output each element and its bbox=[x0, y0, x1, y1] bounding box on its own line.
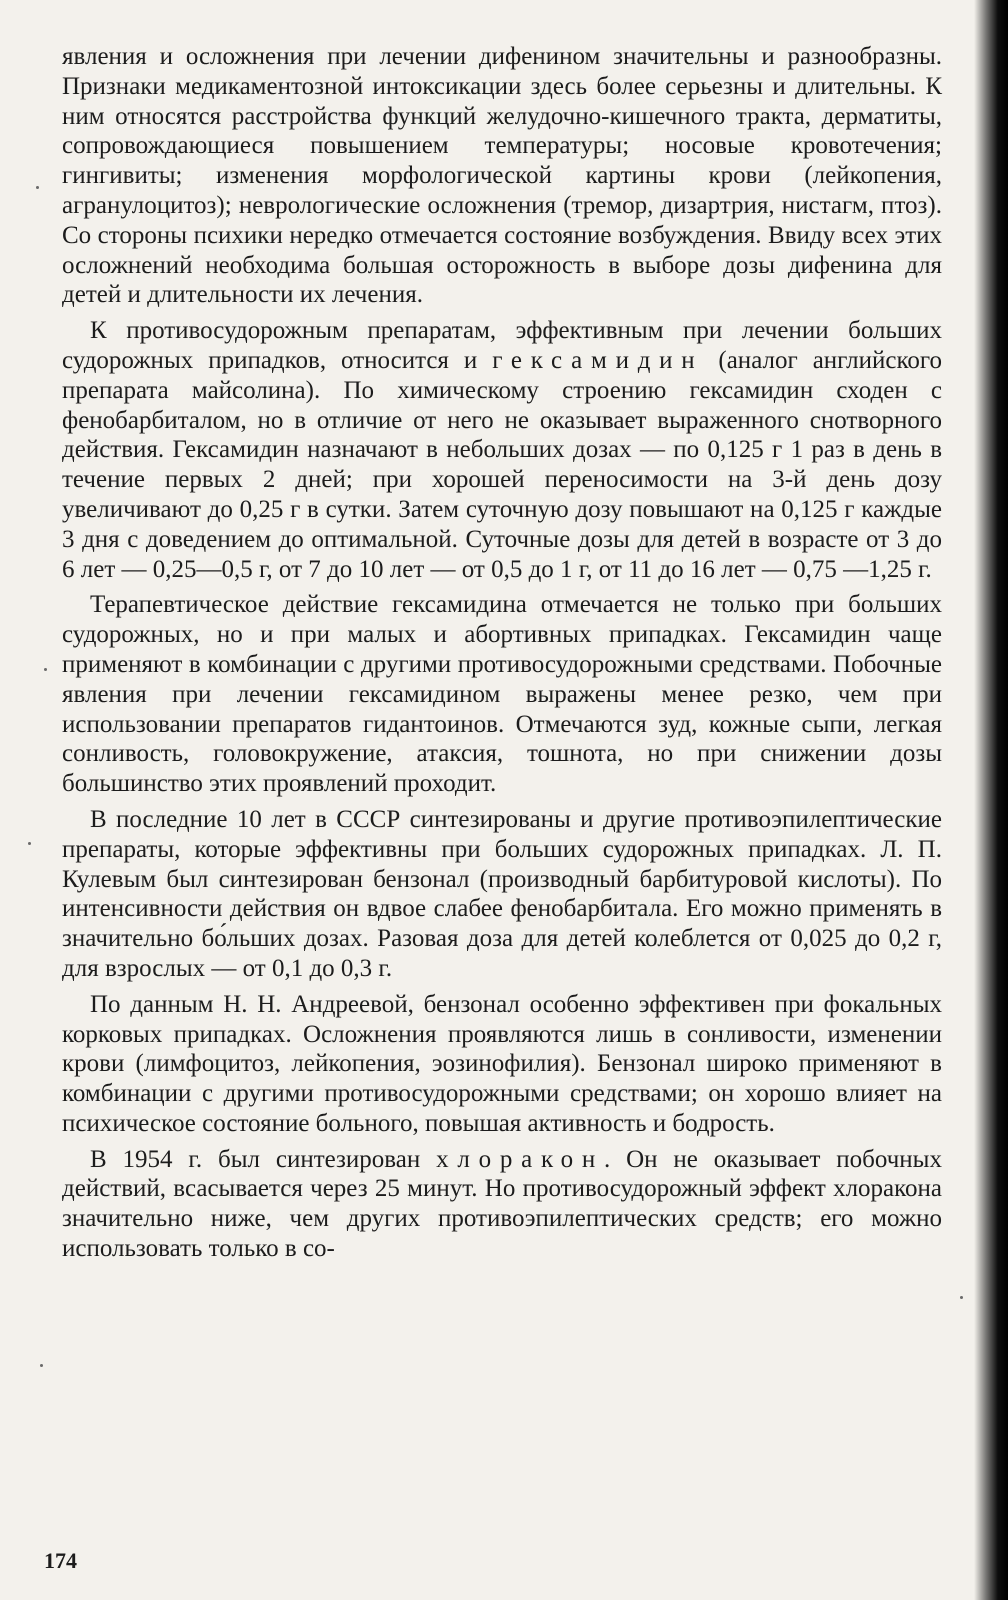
paragraph-4 bbox=[62, 805, 942, 984]
scan-speck bbox=[44, 668, 47, 671]
paragraph-1 bbox=[62, 42, 942, 310]
paragraph-3 bbox=[62, 590, 942, 799]
scan-speck bbox=[28, 842, 31, 845]
drug-name-hexamidine: гексамидин bbox=[492, 346, 704, 374]
paragraph-4-text: В последние 10 лет в СССР синтезированы и другие противоэпилептические препараты, которые эффективны при больших судорожных припадках. Л. П. Кулевым был синтезирован бензонал (производный барбитуровой кислоты). По интенсивности действия он вдвое слабее фенобарбитала. Его можно применять в значительно бо́льших дозах. Разовая доза для детей колеблется от 0,025 до 0,2 г, для взрослых — от 0,1 до 0,3 г. bbox=[62, 805, 942, 982]
paragraph-2-text-end: (аналог английского препарата майсолина). По химическому строению гексамидин сходен с фенобарбиталом, но в отличие от него не оказывает выраженного снотворного действия. Гексамидин назначают в небольших дозах — по 0,125 г 1 раз в день в течение первых 2 дней; при хорошей переносимости на 3-й день дозу увеличивают до 0,25 г в сутки. Затем суточную дозу повышают на 0,125 г каждые 3 дня с доведением до оптимальной. Суточные дозы для детей в возрасте от 3 до 6 лет — 0,25—0,5 г, от 7 до 10 лет — от 0,5 до 1 г, от 11 до 16 лет — 0,75 —1,25 г. bbox=[62, 346, 942, 583]
paragraph-6-text-end: . Он не оказывает побочных действий, всасывается через 25 минут. Но противосудорожный эффект хлоракона значительно ниже, чем других противоэпилептических средств; его можно использовать только в со- bbox=[62, 1145, 942, 1263]
paragraph-5-text: По данным Н. Н. Андреевой, бензонал особенно эффективен при фокальных корковых припадках. Осложнения проявляются лишь в сонливости, изменении крови (лимфоцитоз, лейкопения, эозинофилия). Бензонал широко применяют в комбинации с другими противосудорожными средствами; он хорошо влияет на психическое состояние больного, повышая активность и бодрость. bbox=[62, 990, 942, 1137]
page-number: 174 bbox=[44, 1548, 77, 1573]
scan-speck bbox=[960, 1296, 963, 1299]
scan-speck bbox=[36, 186, 39, 189]
page-text bbox=[62, 42, 942, 1270]
scan-speck bbox=[40, 1364, 43, 1367]
paragraph-6-text-start: В 1954 г. был синтезирован bbox=[90, 1145, 437, 1173]
paragraph-5 bbox=[62, 990, 942, 1139]
scan-binding-shadow bbox=[974, 0, 1008, 1600]
paragraph-2-text-start: К противосудорожным препаратам, эффективным при лечении больших судорожных припадков, относится и bbox=[62, 317, 942, 374]
paragraph-3-text: Терапевтическое действие гексамидина отмечается не только при больших судорожных, но и при малых и абортивных припадках. Гексамидин чаще применяют в комбинации с другими противосудорожными средствами. Побочные явления при лечении гексамидином выражены менее резко, чем при использовании препаратов гидантоинов. Отмечаются зуд, кожные сыпи, легкая сонливость, головокружение, атаксия, тошнота, но при снижении дозы большинство этих проявлений проходит. bbox=[62, 591, 942, 798]
paragraph-6 bbox=[62, 1145, 942, 1264]
drug-name-chloracon: хлоракон bbox=[436, 1145, 604, 1173]
paragraph-1-text: явления и осложнения при лечении дифенином значительны и разнообразны. Признаки медикаментозной интоксикации здесь более серьезны и длительны. К ним относятся расстройства функций желудочно-кишечного тракта, дерматиты, сопровождающиеся повышением температуры; носовые кровотечения; гингивиты; изменения морфологической картины крови (лейкопения, агранулоцитоз); неврологические осложнения (тремор, дизартрия, нистагм, птоз). Со стороны психики нередко отмечается состояние возбуждения. Ввиду всех этих осложнений необходима большая осторожность в выборе дозы дифенина для детей и длительности их лечения. bbox=[62, 43, 942, 309]
paragraph-2 bbox=[62, 316, 942, 584]
